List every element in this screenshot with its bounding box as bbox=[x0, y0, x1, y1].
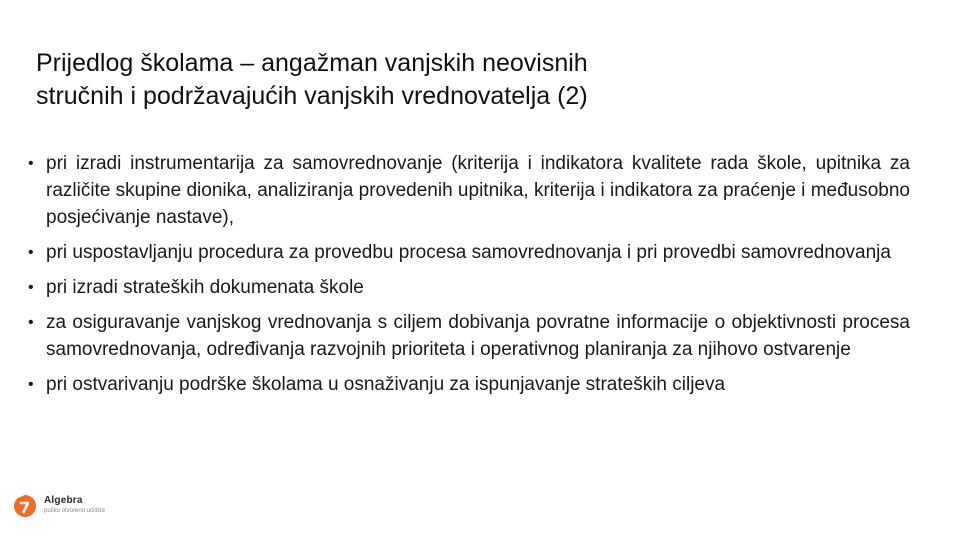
algebra-logo-icon bbox=[13, 494, 37, 518]
logo-subtitle: pučko otvoreno učilište bbox=[44, 508, 106, 514]
bullet-text: pri izradi instrumentarija za samovrednovanje (kriterija i indikatora kvalitete rada škole, upitnika za različite skupine dionika, analiziranja provedenih upitnika, kriterija i indikatora za praćenje i međusobno posjećivanje nastave), bbox=[46, 153, 910, 228]
slide-title-line-1: Prijedlog školama – angažman vanjskih neovisnih bbox=[36, 49, 588, 77]
bullet-text: pri uspostavljanju procedura za provedbu procesa samovrednovanja i pri provedbi samovrednovanja bbox=[46, 242, 891, 263]
bullet-icon: • bbox=[28, 314, 34, 331]
slide-title-line-2: stručnih i podržavajućih vanjskih vrednovatelja (2) bbox=[36, 82, 588, 110]
bullet-item bbox=[28, 239, 910, 266]
algebra-logo bbox=[13, 494, 133, 520]
slide-title bbox=[36, 47, 896, 113]
bullet-icon: • bbox=[28, 279, 34, 296]
bullet-icon: • bbox=[28, 376, 34, 393]
bullet-text: pri ostvarivanju podrške školama u osnaživanju za ispunjavanje strateških ciljeva bbox=[46, 374, 726, 395]
bullet-item bbox=[28, 309, 910, 363]
bullet-item bbox=[28, 150, 910, 231]
bullet-text: za osiguravanje vanjskog vrednovanja s ciljem dobivanja povratne informacije o objektivnosti procesa samovrednovanja, određivanja razvojnih prioriteta i operativnog planiranja za njihovo ostvarenje bbox=[46, 312, 910, 360]
logo-name: Algebra bbox=[44, 495, 83, 506]
bullet-item bbox=[28, 371, 910, 398]
bullet-text: pri izradi strateških dokumenata škole bbox=[46, 277, 364, 298]
bullet-list bbox=[28, 150, 910, 406]
bullet-icon: • bbox=[28, 155, 34, 172]
bullet-icon: • bbox=[28, 244, 34, 261]
bullet-item bbox=[28, 274, 910, 301]
